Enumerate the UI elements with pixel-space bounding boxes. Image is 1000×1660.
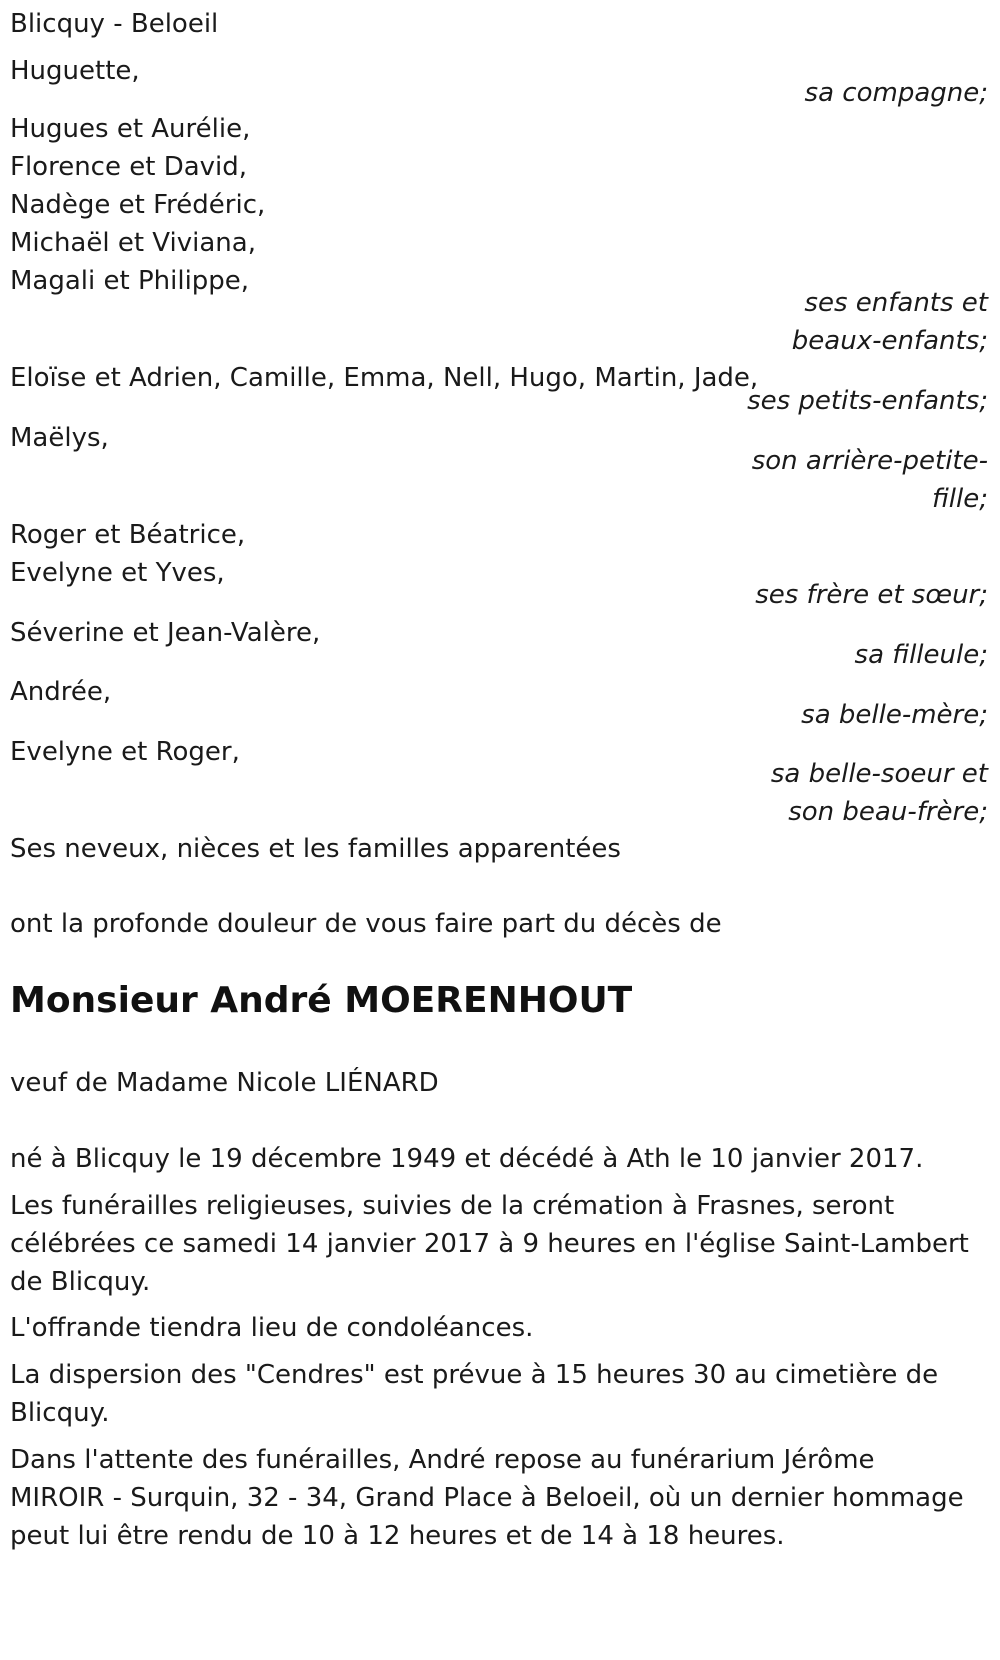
family-role: sa compagne; [804, 78, 988, 108]
family-role: beaux-enfants; [791, 326, 988, 356]
family-role: son beau-frère; [788, 797, 988, 827]
funeral-line: Les funérailles religieuses, suivies de la crémation à Frasnes, seront [10, 1191, 895, 1221]
funeral-line: célébrées ce samedi 14 janvier 2017 à 9 heures en l'église Saint-Lambert [10, 1229, 969, 1259]
family-role: sa belle-mère; [801, 700, 988, 730]
family-name-line: Maëlys, [10, 423, 109, 453]
visitation-line: Dans l'attente des funérailles, André repose au funérarium Jérôme [10, 1445, 875, 1475]
family-name-line: Andrée, [10, 677, 112, 707]
family-role: ses petits-enfants; [747, 386, 988, 416]
birth-death-line: né à Blicquy le 19 décembre 1949 et décédé à Ath le 10 janvier 2017. [10, 1144, 924, 1174]
family-role: sa filleule; [854, 640, 988, 670]
family-name-line: Nadège et Frédéric, [10, 190, 266, 220]
ashes-line: La dispersion des "Cendres" est prévue à 15 heures 30 au cimetière de [10, 1360, 939, 1390]
spouse-line: veuf de Madame Nicole LIÉNARD [10, 1068, 439, 1098]
family-role: ses frère et sœur; [755, 580, 988, 610]
family-role: sa belle-soeur et [770, 759, 988, 789]
family-name-line: Evelyne et Roger, [10, 737, 240, 767]
ashes-line: Blicquy. [10, 1398, 110, 1428]
family-name-line: Roger et Béatrice, [10, 520, 246, 550]
family-name-line: Michaël et Viviana, [10, 228, 256, 258]
announcement: ont la profonde douleur de vous faire part du décès de [10, 909, 722, 939]
extended-family: Ses neveux, nièces et les familles apparentées [10, 834, 621, 864]
funeral-line: de Blicquy. [10, 1267, 151, 1297]
family-name-line: Evelyne et Yves, [10, 558, 225, 588]
family-name-line: Magali et Philippe, [10, 266, 250, 296]
visitation-line: MIROIR - Surquin, 32 - 34, Grand Place à Beloeil, où un dernier hommage [10, 1483, 964, 1513]
location-header: Blicquy - Beloeil [10, 9, 219, 39]
visitation-line: peut lui être rendu de 10 à 12 heures et de 14 à 18 heures. [10, 1521, 785, 1551]
family-role: son arrière-petite- [751, 446, 988, 476]
family-name-line: Eloïse et Adrien, Camille, Emma, Nell, Hugo, Martin, Jade, [10, 363, 759, 393]
family-name-line: Florence et David, [10, 152, 248, 182]
condolences-line: L'offrande tiendra lieu de condoléances. [10, 1313, 534, 1343]
family-role: ses enfants et [804, 288, 988, 318]
family-name-line: Séverine et Jean-Valère, [10, 618, 321, 648]
family-name-line: Hugues et Aurélie, [10, 114, 251, 144]
deceased-name: Monsieur André MOERENHOUT [10, 980, 633, 1021]
family-name-line: Huguette, [10, 56, 140, 86]
family-role: fille; [932, 484, 988, 514]
